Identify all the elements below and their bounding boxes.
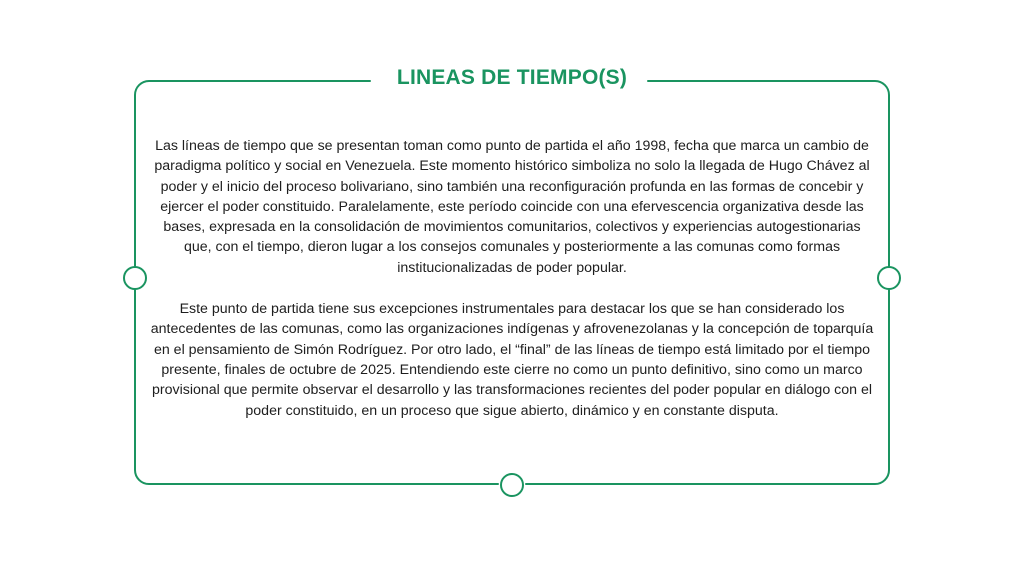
paragraph-intro: Las líneas de tiempo que se presentan toman como punto de partida el año 1998, fecha que marca un cambio de paradigma político y social en Venezuela. Este momento histórico simboliza no solo la llegada de Hugo Chávez al poder y el inicio del proceso bolivariano, sino también una reconfiguración profunda en las formas de concebir y ejercer el poder constituido. Paralelamente, este período coincide con una efervescencia organizativa desde las bases, expresada en la consolidación de movimientos comunitarios, colectivos y experiencias autogestionarias que, con el tiempo, dieron lugar a los consejos comunales y posteriormente a las comunas como formas institucionalizadas de poder popular. — [154, 138, 870, 276]
body-text — [150, 136, 874, 421]
left-circle-marker — [124, 267, 146, 289]
page-title: LINEAS DE TIEMPO(S) — [396, 66, 628, 89]
paragraph-scope: Este punto de partida tiene sus excepciones instrumentales para destacar los que se han considerado los antecedentes de las comunas, como las organizaciones indígenas y afrovenezolanas y la concepción de toparquía en el pensamiento de Simón Rodríguez. Por otro lado, el “final” de las líneas de tiempo está limitado por el tiempo presente, finales de octubre de 2025. Entendiendo este cierre no como un punto definitivo, sino como un marco provisional que permite observar el desarrollo y las transformaciones recientes del poder popular en diálogo con el poder constituido, en un proceso que sigue abierto, dinámico y en constante disputa. — [150, 301, 874, 419]
bottom-circle-marker — [501, 474, 523, 496]
right-circle-marker — [878, 267, 900, 289]
